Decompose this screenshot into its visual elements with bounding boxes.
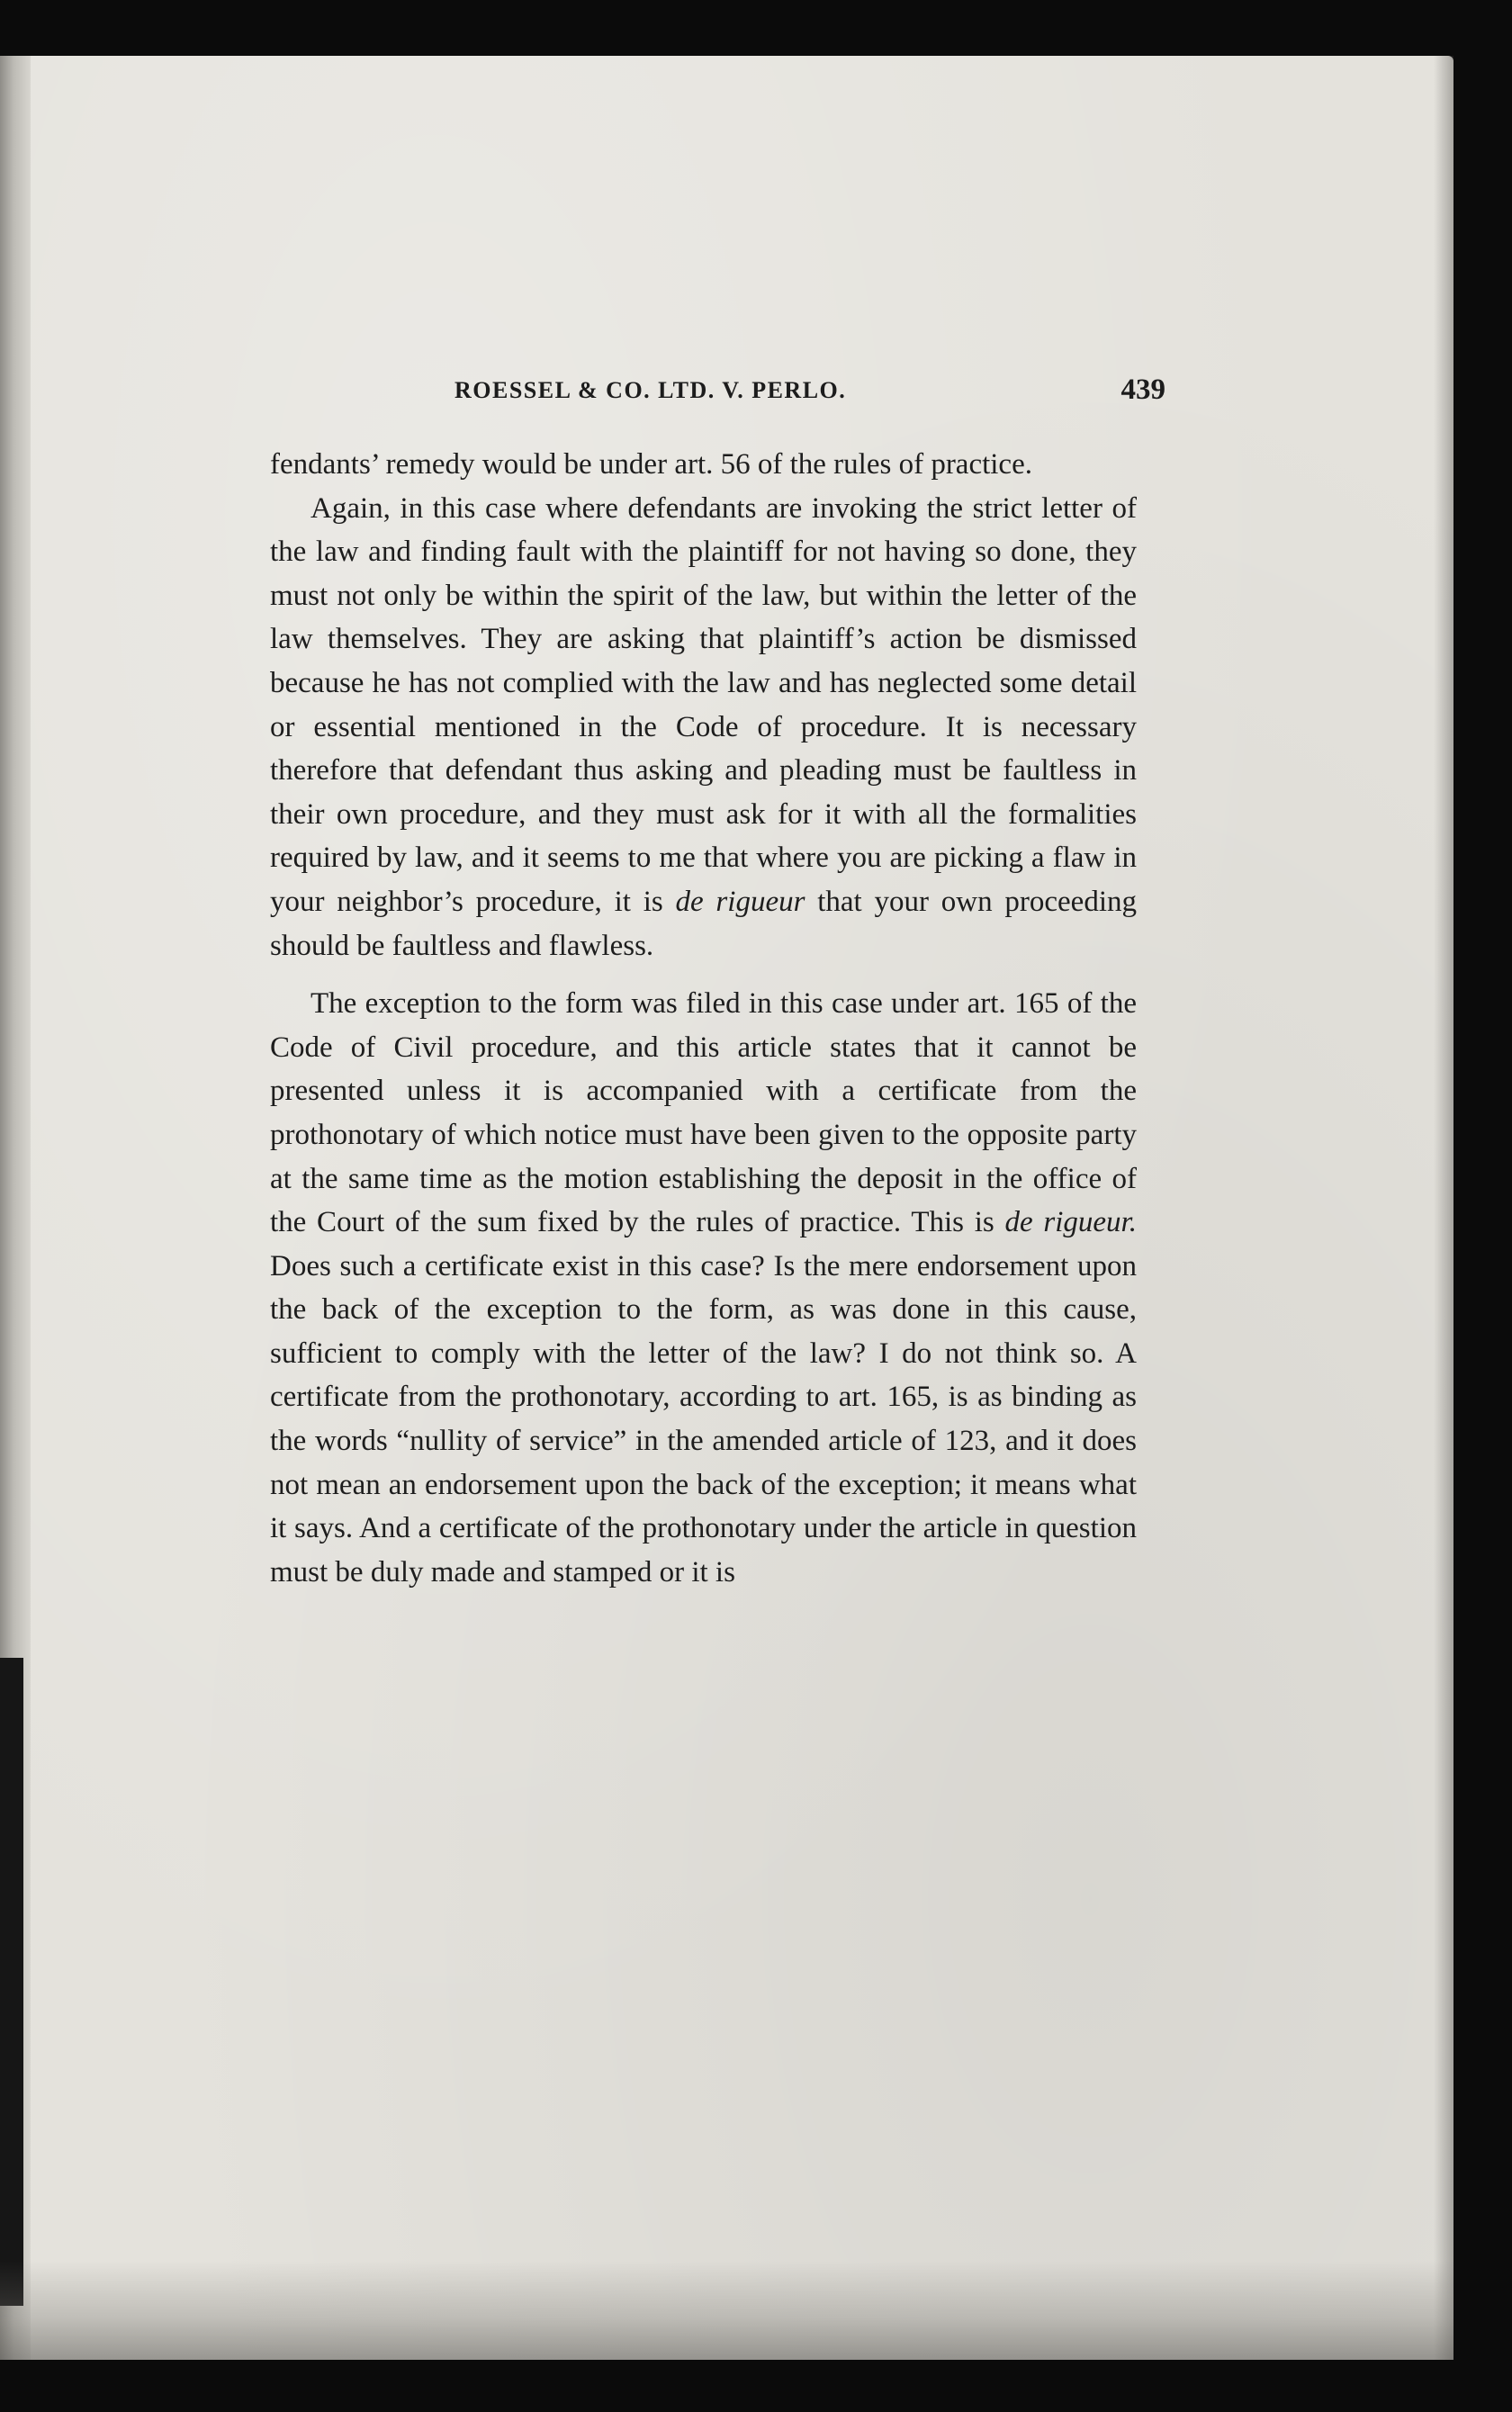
page-number: 439 — [1120, 374, 1166, 406]
paragraph-2-italic: de rigueur — [675, 885, 806, 918]
page-right-edge — [1434, 56, 1454, 2360]
paragraph-2 — [270, 487, 1137, 968]
paragraph-2-text-b: that your own proceeding should be faultless and flawless. — [270, 885, 1137, 962]
binding-shadow — [0, 1658, 23, 2306]
paragraph-1 — [270, 443, 1137, 487]
paragraph-3-text-b: Does such a certificate exist in this case? Is the mere endorsement upon the back of the exception to the form, as was done in this cause, sufficient to comply with the letter of the law? I do not think so. A certificate from the prothonotary, according to art. 165, is as binding as the words “nullity of service” in the amended article of 123, and it does not mean an endorsement upon the back of the exception; it means what it says. And a certificate of the prothonotary under the article in question must be duly made and stamped or it is — [270, 1249, 1137, 1588]
page-header — [454, 374, 1174, 418]
body-text — [270, 443, 1137, 1594]
running-head: ROESSEL & CO. LTD. V. PERLO. — [454, 377, 847, 403]
paragraph-1-text: fendants’ remedy would be under art. 56 of the rules of practice. — [270, 448, 1032, 481]
page-bottom-shade — [0, 2261, 1454, 2360]
paragraph-3-text-a: The exception to the form was filed in this case under art. 165 of the Code of Civil procedure, and this article states that it cannot be presented unless it is accompanied with a certificate from the prothonotary of which notice must have been given to the opposite party at the same time as the motion establishing the deposit in the office of the Court of the sum fixed by the rules of practice. This is — [270, 987, 1137, 1239]
paragraph-3 — [270, 982, 1137, 1594]
paragraph-3-italic: de rigueur. — [1004, 1206, 1137, 1239]
paragraph-2-text-a: Again, in this case where defendants are invoking the strict letter of the law and finding fault with the plaintiff for not having so done, they must not only be within the spirit of the law, but within the letter of the law themselves. They are asking that plaintiff’s action be dismissed because he has not complied with the law and has neglected some detail or essential mentioned in the Code of procedure. It is necessary therefore that defendant thus asking and pleading must be faultless in their own procedure, and they must ask for it with all the formalities required by law, and it seems to me that where you are picking a flaw in your neighbor’s procedure, it is — [270, 491, 1137, 918]
